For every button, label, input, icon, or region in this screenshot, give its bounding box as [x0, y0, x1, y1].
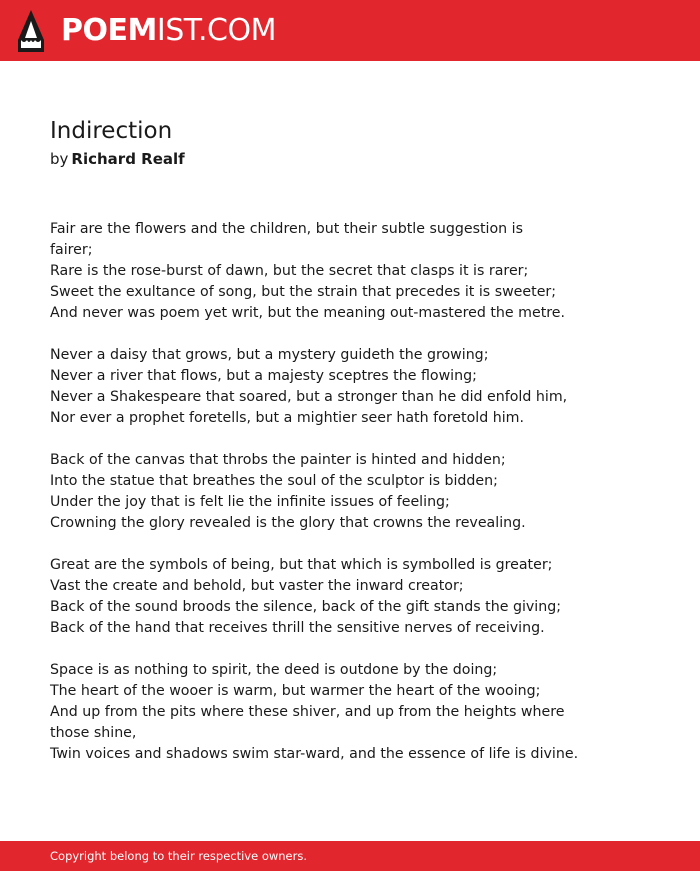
- poem-line: Back of the canvas that throbs the painter is hinted and hidden;: [50, 452, 506, 468]
- stanza: [50, 219, 650, 324]
- poem-line: Sweet the exultance of song, but the strain that precedes it is sweeter;: [50, 284, 557, 300]
- stanza: [50, 555, 650, 639]
- poem-line: Vast the create and behold, but vaster the inward creator;: [50, 578, 464, 594]
- poem-line: Back of the hand that receives thrill the sensitive nerves of receiving.: [50, 620, 545, 636]
- poem-line: Rare is the rose-burst of dawn, but the secret that clasps it is rarer;: [50, 263, 529, 279]
- poem-title: Indirection: [50, 118, 173, 144]
- pencil-tip-icon: [18, 10, 44, 52]
- stanza: [50, 450, 650, 534]
- poem-line: Never a river that flows, but a majesty sceptres the flowing;: [50, 368, 477, 384]
- poem-line: Back of the sound broods the silence, back of the gift stands the giving;: [50, 599, 562, 615]
- poem-line: And never was poem yet writ, but the meaning out-mastered the metre.: [50, 305, 566, 321]
- site-logo-text: [61, 10, 276, 52]
- logo-text-bold: POEM: [61, 13, 157, 48]
- poem-line: Into the statue that breathes the soul of the sculptor is bidden;: [50, 473, 498, 489]
- copyright-notice: Copyright belong to their respective owners.: [50, 849, 308, 863]
- poem-line: Never a daisy that grows, but a mystery guideth the growing;: [50, 347, 489, 363]
- poem-line: fairer;: [50, 242, 93, 258]
- poem-line: Under the joy that is felt lie the infinite issues of feeling;: [50, 494, 450, 510]
- site-header: [0, 0, 700, 61]
- poem-line: Nor ever a prophet foretells, but a mightier seer hath foretold him.: [50, 410, 524, 426]
- poem-line: Great are the symbols of being, but that which is symbolled is greater;: [50, 557, 553, 573]
- poem-line: those shine,: [50, 725, 137, 741]
- author-name: Richard Realf: [71, 150, 185, 168]
- poem-line: And up from the pits where these shiver, and up from the heights where: [50, 704, 565, 720]
- site-footer: [0, 841, 700, 871]
- poem-line: Fair are the flowers and the children, but their subtle suggestion is: [50, 221, 524, 237]
- logo-text-light: IST.COM: [156, 13, 276, 48]
- poem-line: Twin voices and shadows swim star-ward, and the essence of life is divine.: [50, 746, 579, 762]
- stanza: [50, 660, 650, 765]
- site-logo[interactable]: [18, 10, 276, 52]
- poem-byline: [50, 148, 185, 170]
- poem-line: Crowning the glory revealed is the glory that crowns the revealing.: [50, 515, 526, 531]
- poem-line: Space is as nothing to spirit, the deed is outdone by the doing;: [50, 662, 498, 678]
- by-label: by: [50, 150, 69, 168]
- poem-line: The heart of the wooer is warm, but warmer the heart of the wooing;: [50, 683, 541, 699]
- poem-body: [50, 219, 650, 786]
- poem-line: Never a Shakespeare that soared, but a stronger than he did enfold him,: [50, 389, 568, 405]
- stanza: [50, 345, 650, 429]
